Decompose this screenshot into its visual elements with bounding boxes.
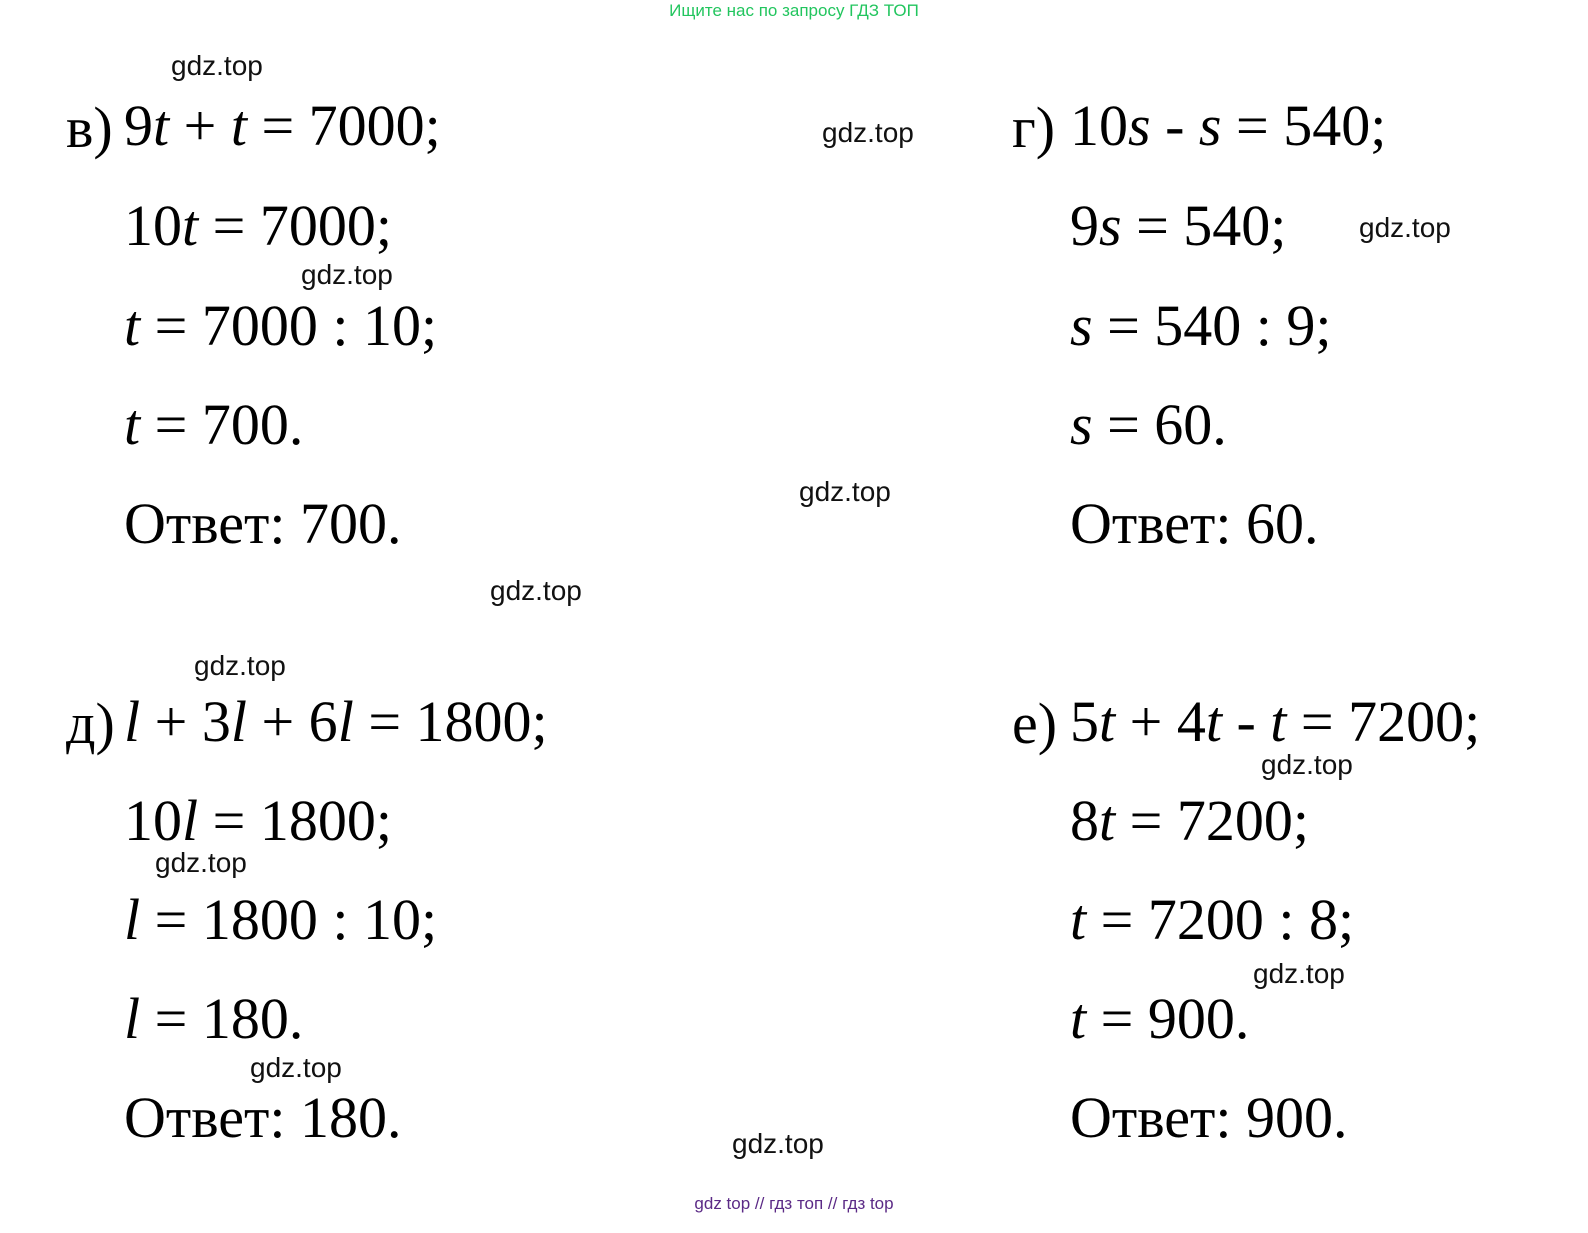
problem-d-line-4: l = 180.: [124, 986, 304, 1051]
problem-e-line-3: t = 7200 : 8;: [1070, 887, 1355, 952]
problem-d-line-1: l + 3l + 6l = 1800;: [124, 689, 548, 754]
watermark: gdz.top: [250, 1052, 342, 1083]
problem-label-v: в): [66, 95, 113, 160]
watermark: gdz.top: [171, 50, 263, 81]
problem-g-line-2: 9s = 540;: [1070, 193, 1287, 258]
watermark: gdz.top: [732, 1128, 824, 1159]
problem-label-e: е): [1012, 691, 1058, 756]
footer-banner: gdz top // гдз топ // гдз top: [694, 1194, 894, 1213]
watermark: gdz.top: [194, 650, 286, 681]
watermark: gdz.top: [155, 847, 247, 878]
watermark: gdz.top: [301, 259, 393, 290]
problem-e-line-2: 8t = 7200;: [1070, 788, 1309, 853]
search-hint-banner: Ищите нас по запросу ГДЗ ТОП: [669, 1, 919, 20]
problem-v-line-1: 9t + t = 7000;: [124, 93, 441, 158]
problem-g-line-1: 10s - s = 540;: [1070, 93, 1387, 158]
problem-label-d: д): [66, 691, 115, 756]
problem-d-line-3: l = 1800 : 10;: [124, 887, 438, 952]
problem-g-answer: Ответ: 60.: [1070, 491, 1319, 556]
problem-v-answer: Ответ: 700.: [124, 491, 402, 556]
problem-v-line-4: t = 700.: [124, 392, 304, 457]
watermark: gdz.top: [1261, 749, 1353, 780]
watermark: gdz.top: [799, 476, 891, 507]
problem-e-answer: Ответ: 900.: [1070, 1085, 1348, 1150]
watermark: gdz.top: [1253, 958, 1345, 989]
problem-e-line-1: 5t + 4t - t = 7200;: [1070, 689, 1481, 754]
problem-d-line-2: 10l = 1800;: [124, 788, 392, 853]
problem-label-g: г): [1012, 95, 1056, 160]
watermark: gdz.top: [822, 117, 914, 148]
problem-g-line-4: s = 60.: [1070, 392, 1227, 457]
watermark: gdz.top: [1359, 212, 1451, 243]
problem-v-line-2: 10t = 7000;: [124, 193, 392, 258]
problem-e-line-4: t = 900.: [1070, 986, 1250, 1051]
problem-v-line-3: t = 7000 : 10;: [124, 293, 438, 358]
problem-d-answer: Ответ: 180.: [124, 1085, 402, 1150]
problem-g-line-3: s = 540 : 9;: [1070, 293, 1332, 358]
watermark: gdz.top: [490, 575, 582, 606]
